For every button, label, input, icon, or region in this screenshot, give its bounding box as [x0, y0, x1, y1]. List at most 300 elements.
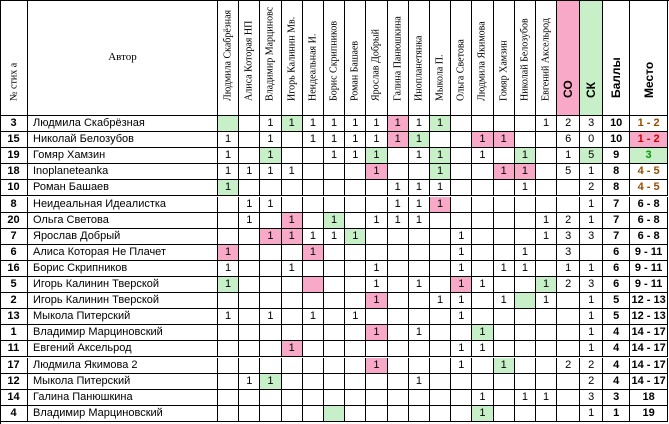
vote-cell: [472, 293, 493, 309]
vote-cell: [218, 213, 239, 229]
header-judge: [303, 0, 324, 116]
score-cell: 1: [603, 406, 630, 422]
vote-cell: 1: [282, 213, 303, 229]
vote-cell: 1: [472, 341, 493, 357]
vote-cell: 1: [472, 148, 493, 164]
vote-cell: 1: [239, 374, 260, 390]
vote-cell: [409, 229, 430, 245]
vote-cell: [366, 374, 387, 390]
vote-cell: 1: [451, 245, 472, 261]
vote-cell: [430, 245, 451, 261]
row-number: 18: [0, 164, 28, 180]
vote-cell: [388, 325, 409, 341]
header-judge: [451, 0, 472, 116]
vote-cell: [303, 325, 324, 341]
vote-cell: 1: [430, 293, 451, 309]
vote-cell: [494, 309, 515, 325]
vote-cell: 1: [515, 261, 536, 277]
sk-cell: 1: [580, 164, 603, 180]
vote-cell: [494, 374, 515, 390]
score-cell: 7: [603, 229, 630, 245]
vote-cell: [536, 374, 557, 390]
vote-cell: 1: [366, 277, 387, 293]
vote-cell: [515, 406, 536, 422]
vote-cell: [324, 406, 345, 422]
vote-cell: [260, 341, 281, 357]
vote-cell: [324, 309, 345, 325]
vote-cell: [345, 164, 366, 180]
vote-cell: 1: [388, 180, 409, 196]
vote-cell: 1: [345, 116, 366, 132]
vote-cell: 1: [451, 341, 472, 357]
vote-cell: [218, 229, 239, 245]
vote-cell: [451, 390, 472, 406]
sk-cell: 3: [580, 390, 603, 406]
header-judge-text: Людмила Скабрёзная: [222, 9, 234, 101]
row-number: 6: [0, 245, 28, 261]
header-judge-text: Владимир Марциновс: [264, 6, 276, 101]
vote-cell: 1: [536, 116, 557, 132]
vote-cell: [451, 374, 472, 390]
header-judge-text: Ярослав Добрый: [370, 29, 382, 101]
vote-cell: [494, 406, 515, 422]
vote-cell: [430, 374, 451, 390]
row-author: Игорь Калинин Тверской: [28, 277, 218, 293]
row-number: 19: [0, 148, 28, 164]
so-cell: 1: [557, 261, 580, 277]
vote-cell: [260, 261, 281, 277]
vote-cell: 1: [282, 164, 303, 180]
so-cell: 3: [557, 229, 580, 245]
vote-cell: [494, 229, 515, 245]
vote-cell: [324, 180, 345, 196]
vote-cell: 1: [472, 325, 493, 341]
vote-cell: [239, 180, 260, 196]
header-so: [557, 0, 580, 116]
place-cell: 14 - 17: [630, 374, 668, 390]
vote-cell: 1: [388, 197, 409, 213]
vote-cell: [536, 148, 557, 164]
row-author: Людмила Якимова 2: [28, 358, 218, 374]
place-cell: 9 - 11: [630, 245, 668, 261]
vote-cell: 1: [303, 245, 324, 261]
vote-cell: 1: [388, 213, 409, 229]
vote-cell: [282, 277, 303, 293]
vote-cell: [494, 277, 515, 293]
header-so-text: СО: [561, 80, 576, 98]
vote-cell: 1: [366, 325, 387, 341]
vote-cell: [303, 261, 324, 277]
vote-cell: [472, 180, 493, 196]
score-cell: 6: [603, 245, 630, 261]
vote-cell: [409, 390, 430, 406]
vote-cell: [515, 358, 536, 374]
vote-cell: 1: [409, 116, 430, 132]
vote-cell: 1: [409, 132, 430, 148]
vote-cell: [303, 390, 324, 406]
vote-cell: 1: [282, 341, 303, 357]
row-author: Мыкола Питерский: [28, 309, 218, 325]
vote-cell: 1: [536, 293, 557, 309]
vote-cell: [345, 277, 366, 293]
vote-cell: [536, 341, 557, 357]
vote-cell: 1: [260, 132, 281, 148]
vote-cell: 1: [218, 132, 239, 148]
vote-cell: [303, 406, 324, 422]
vote-cell: [303, 164, 324, 180]
sk-cell: 1: [580, 341, 603, 357]
vote-cell: [430, 341, 451, 357]
row-author: Inoplaneteanka: [28, 164, 218, 180]
vote-cell: [345, 390, 366, 406]
vote-cell: [430, 325, 451, 341]
vote-cell: [324, 277, 345, 293]
vote-cell: 1: [303, 229, 324, 245]
header-author: Автор: [28, 0, 218, 116]
vote-cell: 1: [260, 374, 281, 390]
score-cell: 9: [603, 148, 630, 164]
vote-cell: [472, 164, 493, 180]
so-cell: [557, 406, 580, 422]
vote-cell: [218, 197, 239, 213]
header-judge: [218, 0, 239, 116]
vote-cell: [239, 358, 260, 374]
vote-cell: [345, 406, 366, 422]
vote-cell: 1: [218, 261, 239, 277]
sk-cell: 1: [580, 213, 603, 229]
vote-cell: [536, 197, 557, 213]
vote-cell: [472, 197, 493, 213]
vote-cell: [536, 358, 557, 374]
vote-cell: 1: [239, 197, 260, 213]
place-cell: 4 - 5: [630, 164, 668, 180]
header-place: [630, 0, 668, 116]
place-cell: 14 - 17: [630, 325, 668, 341]
place-cell: 1 - 2: [630, 132, 668, 148]
vote-cell: 1: [303, 132, 324, 148]
place-cell: 14 - 17: [630, 341, 668, 357]
vote-cell: 1: [345, 132, 366, 148]
row-number: 5: [0, 277, 28, 293]
row-author: Алиса Которая Не Плачет: [28, 245, 218, 261]
vote-cell: [409, 164, 430, 180]
vote-cell: 1: [409, 325, 430, 341]
vote-cell: [366, 197, 387, 213]
score-cell: 4: [603, 325, 630, 341]
row-author: Ярослав Добрый: [28, 229, 218, 245]
so-cell: 2: [557, 116, 580, 132]
vote-cell: [366, 390, 387, 406]
vote-cell: [388, 261, 409, 277]
vote-cell: [282, 358, 303, 374]
vote-cell: [515, 116, 536, 132]
vote-cell: 1: [239, 164, 260, 180]
vote-cell: [494, 341, 515, 357]
vote-cell: [515, 374, 536, 390]
header-number-text: № стих а: [8, 62, 19, 101]
vote-cell: [430, 261, 451, 277]
vote-cell: [303, 293, 324, 309]
vote-cell: [366, 245, 387, 261]
vote-cell: 1: [430, 116, 451, 132]
header-judge: [366, 0, 387, 116]
vote-cell: [282, 309, 303, 325]
vote-cell: [430, 132, 451, 148]
vote-cell: [345, 358, 366, 374]
vote-cell: 1: [494, 132, 515, 148]
vote-cell: 1: [324, 132, 345, 148]
row-author: Владимир Марциновский: [28, 406, 218, 422]
vote-cell: [515, 325, 536, 341]
vote-cell: [239, 132, 260, 148]
row-number: 4: [0, 406, 28, 422]
vote-cell: 1: [409, 374, 430, 390]
vote-cell: [430, 390, 451, 406]
header-judge: [388, 0, 409, 116]
vote-cell: [430, 229, 451, 245]
vote-cell: [472, 229, 493, 245]
vote-cell: 1: [388, 116, 409, 132]
vote-cell: [282, 374, 303, 390]
sk-cell: 1: [580, 197, 603, 213]
vote-cell: [239, 341, 260, 357]
so-cell: [557, 390, 580, 406]
vote-cell: [260, 213, 281, 229]
sk-cell: 0: [580, 132, 603, 148]
vote-cell: 1: [451, 358, 472, 374]
vote-cell: [239, 245, 260, 261]
vote-cell: 1: [324, 213, 345, 229]
row-author: Роман Башаев: [28, 180, 218, 196]
row-author: Владимир Марциновский: [28, 325, 218, 341]
vote-cell: 1: [303, 116, 324, 132]
row-number: 15: [0, 132, 28, 148]
vote-cell: [430, 277, 451, 293]
header-judge-text: Николай Белозубов: [519, 18, 531, 101]
row-number: 3: [0, 116, 28, 132]
sk-cell: 1: [580, 293, 603, 309]
header-judge: [430, 0, 451, 116]
vote-cell: 1: [515, 180, 536, 196]
header-judge: [324, 0, 345, 116]
vote-cell: [515, 293, 536, 309]
row-number: 1: [0, 325, 28, 341]
vote-cell: [430, 213, 451, 229]
vote-cell: 1: [260, 229, 281, 245]
so-cell: 3: [557, 245, 580, 261]
vote-cell: 1: [472, 406, 493, 422]
header-judge-text: Игорь Калинин Мв.: [286, 16, 298, 101]
score-cell: 10: [603, 116, 630, 132]
vote-cell: [472, 309, 493, 325]
vote-cell: [388, 293, 409, 309]
vote-cell: [515, 277, 536, 293]
row-author: Людмила Скабрёзная: [28, 116, 218, 132]
header-judge: [515, 0, 536, 116]
score-cell: 8: [603, 180, 630, 196]
vote-cell: [515, 213, 536, 229]
vote-cell: 1: [409, 180, 430, 196]
vote-cell: 1: [536, 213, 557, 229]
vote-cell: [282, 325, 303, 341]
so-cell: [557, 325, 580, 341]
score-cell: 7: [603, 213, 630, 229]
vote-cell: 1: [260, 309, 281, 325]
sk-cell: [580, 245, 603, 261]
place-cell: 9 - 11: [630, 277, 668, 293]
vote-cell: 1: [303, 309, 324, 325]
header-judge-text: Гомяр Хамзин: [498, 40, 510, 101]
vote-cell: [260, 358, 281, 374]
place-cell: 6 - 8: [630, 229, 668, 245]
vote-cell: [536, 245, 557, 261]
vote-cell: 1: [345, 229, 366, 245]
vote-cell: 1: [218, 245, 239, 261]
vote-cell: [260, 390, 281, 406]
vote-cell: [409, 406, 430, 422]
score-cell: 8: [603, 164, 630, 180]
vote-cell: [388, 374, 409, 390]
vote-cell: [324, 341, 345, 357]
vote-cell: [324, 325, 345, 341]
vote-cell: [494, 213, 515, 229]
row-author: Евгений Аксельрод: [28, 341, 218, 357]
sk-cell: 3: [580, 229, 603, 245]
score-cell: 3: [603, 390, 630, 406]
vote-cell: [324, 390, 345, 406]
header-judge-text: Инопланетянка: [413, 35, 425, 101]
vote-cell: [366, 406, 387, 422]
vote-cell: [388, 164, 409, 180]
vote-cell: [494, 245, 515, 261]
vote-cell: [388, 277, 409, 293]
vote-cell: 1: [366, 293, 387, 309]
vote-cell: [536, 164, 557, 180]
row-number: 17: [0, 358, 28, 374]
header-judge-text: Мыкола П.: [434, 54, 446, 101]
header-judge-text: Ольга Светова: [455, 39, 467, 101]
vote-cell: 1: [260, 116, 281, 132]
header-sk: [580, 0, 603, 116]
place-cell: 12 - 13: [630, 293, 668, 309]
row-author: Мыкола Питерский: [28, 374, 218, 390]
row-author: Неидеальная Идеалистка: [28, 197, 218, 213]
header-judge-text: Алиса Которая НП: [243, 20, 255, 101]
vote-cell: [239, 148, 260, 164]
vote-cell: [430, 309, 451, 325]
sk-cell: 2: [580, 358, 603, 374]
vote-cell: [218, 358, 239, 374]
header-judge-text: Галина Панюшкина: [392, 16, 404, 101]
vote-cell: [345, 374, 366, 390]
vote-cell: [218, 116, 239, 132]
vote-cell: [239, 390, 260, 406]
vote-cell: [282, 132, 303, 148]
vote-cell: [239, 277, 260, 293]
place-cell: 1 - 2: [630, 116, 668, 132]
vote-cell: 1: [282, 229, 303, 245]
vote-cell: [451, 148, 472, 164]
header-number: [0, 0, 28, 116]
vote-cell: [472, 245, 493, 261]
vote-cell: [282, 406, 303, 422]
so-cell: 5: [557, 164, 580, 180]
vote-cell: 1: [260, 148, 281, 164]
vote-cell: 1: [472, 390, 493, 406]
sk-cell: 3: [580, 116, 603, 132]
sk-cell: 1: [580, 325, 603, 341]
score-cell: 5: [603, 309, 630, 325]
place-cell: 9 - 11: [630, 261, 668, 277]
row-number: 8: [0, 197, 28, 213]
vote-cell: 1: [536, 390, 557, 406]
vote-cell: 1: [345, 309, 366, 325]
sk-cell: 1: [580, 309, 603, 325]
vote-cell: [494, 325, 515, 341]
vote-cell: [515, 229, 536, 245]
vote-cell: 1: [409, 148, 430, 164]
vote-cell: [324, 197, 345, 213]
vote-cell: 1: [366, 213, 387, 229]
vote-cell: [451, 406, 472, 422]
vote-cell: 1: [494, 261, 515, 277]
vote-cell: [239, 309, 260, 325]
vote-cell: 1: [494, 358, 515, 374]
header-judge: [494, 0, 515, 116]
vote-cell: 1: [366, 116, 387, 132]
vote-cell: 1: [472, 132, 493, 148]
header-judge: [282, 0, 303, 116]
vote-cell: [260, 245, 281, 261]
vote-cell: [282, 390, 303, 406]
vote-cell: 1: [345, 148, 366, 164]
header-judge-text: Евгений Аксельрод: [540, 18, 552, 101]
vote-cell: 1: [536, 229, 557, 245]
vote-cell: [515, 197, 536, 213]
sk-cell: 3: [580, 277, 603, 293]
vote-cell: 1: [430, 148, 451, 164]
vote-cell: 1: [324, 229, 345, 245]
vote-cell: 1: [218, 164, 239, 180]
vote-cell: [366, 229, 387, 245]
vote-cell: [409, 309, 430, 325]
vote-cell: [366, 341, 387, 357]
vote-cell: [409, 358, 430, 374]
vote-cell: [303, 213, 324, 229]
vote-cell: 1: [366, 261, 387, 277]
vote-cell: [451, 325, 472, 341]
row-author: Ольга Светова: [28, 213, 218, 229]
vote-cell: 1: [388, 132, 409, 148]
vote-cell: 1: [324, 116, 345, 132]
vote-cell: [494, 148, 515, 164]
vote-cell: [494, 390, 515, 406]
vote-cell: [239, 325, 260, 341]
vote-cell: [324, 164, 345, 180]
place-cell: 3: [630, 148, 668, 164]
score-cell: 6: [603, 277, 630, 293]
vote-cell: 1: [515, 148, 536, 164]
vote-cell: [494, 180, 515, 196]
place-cell: 6 - 8: [630, 197, 668, 213]
row-number: 12: [0, 374, 28, 390]
vote-cell: [430, 358, 451, 374]
vote-cell: [345, 325, 366, 341]
row-number: 14: [0, 390, 28, 406]
header-score-text: Баллы: [609, 57, 624, 98]
vote-cell: [388, 390, 409, 406]
vote-cell: 1: [324, 148, 345, 164]
